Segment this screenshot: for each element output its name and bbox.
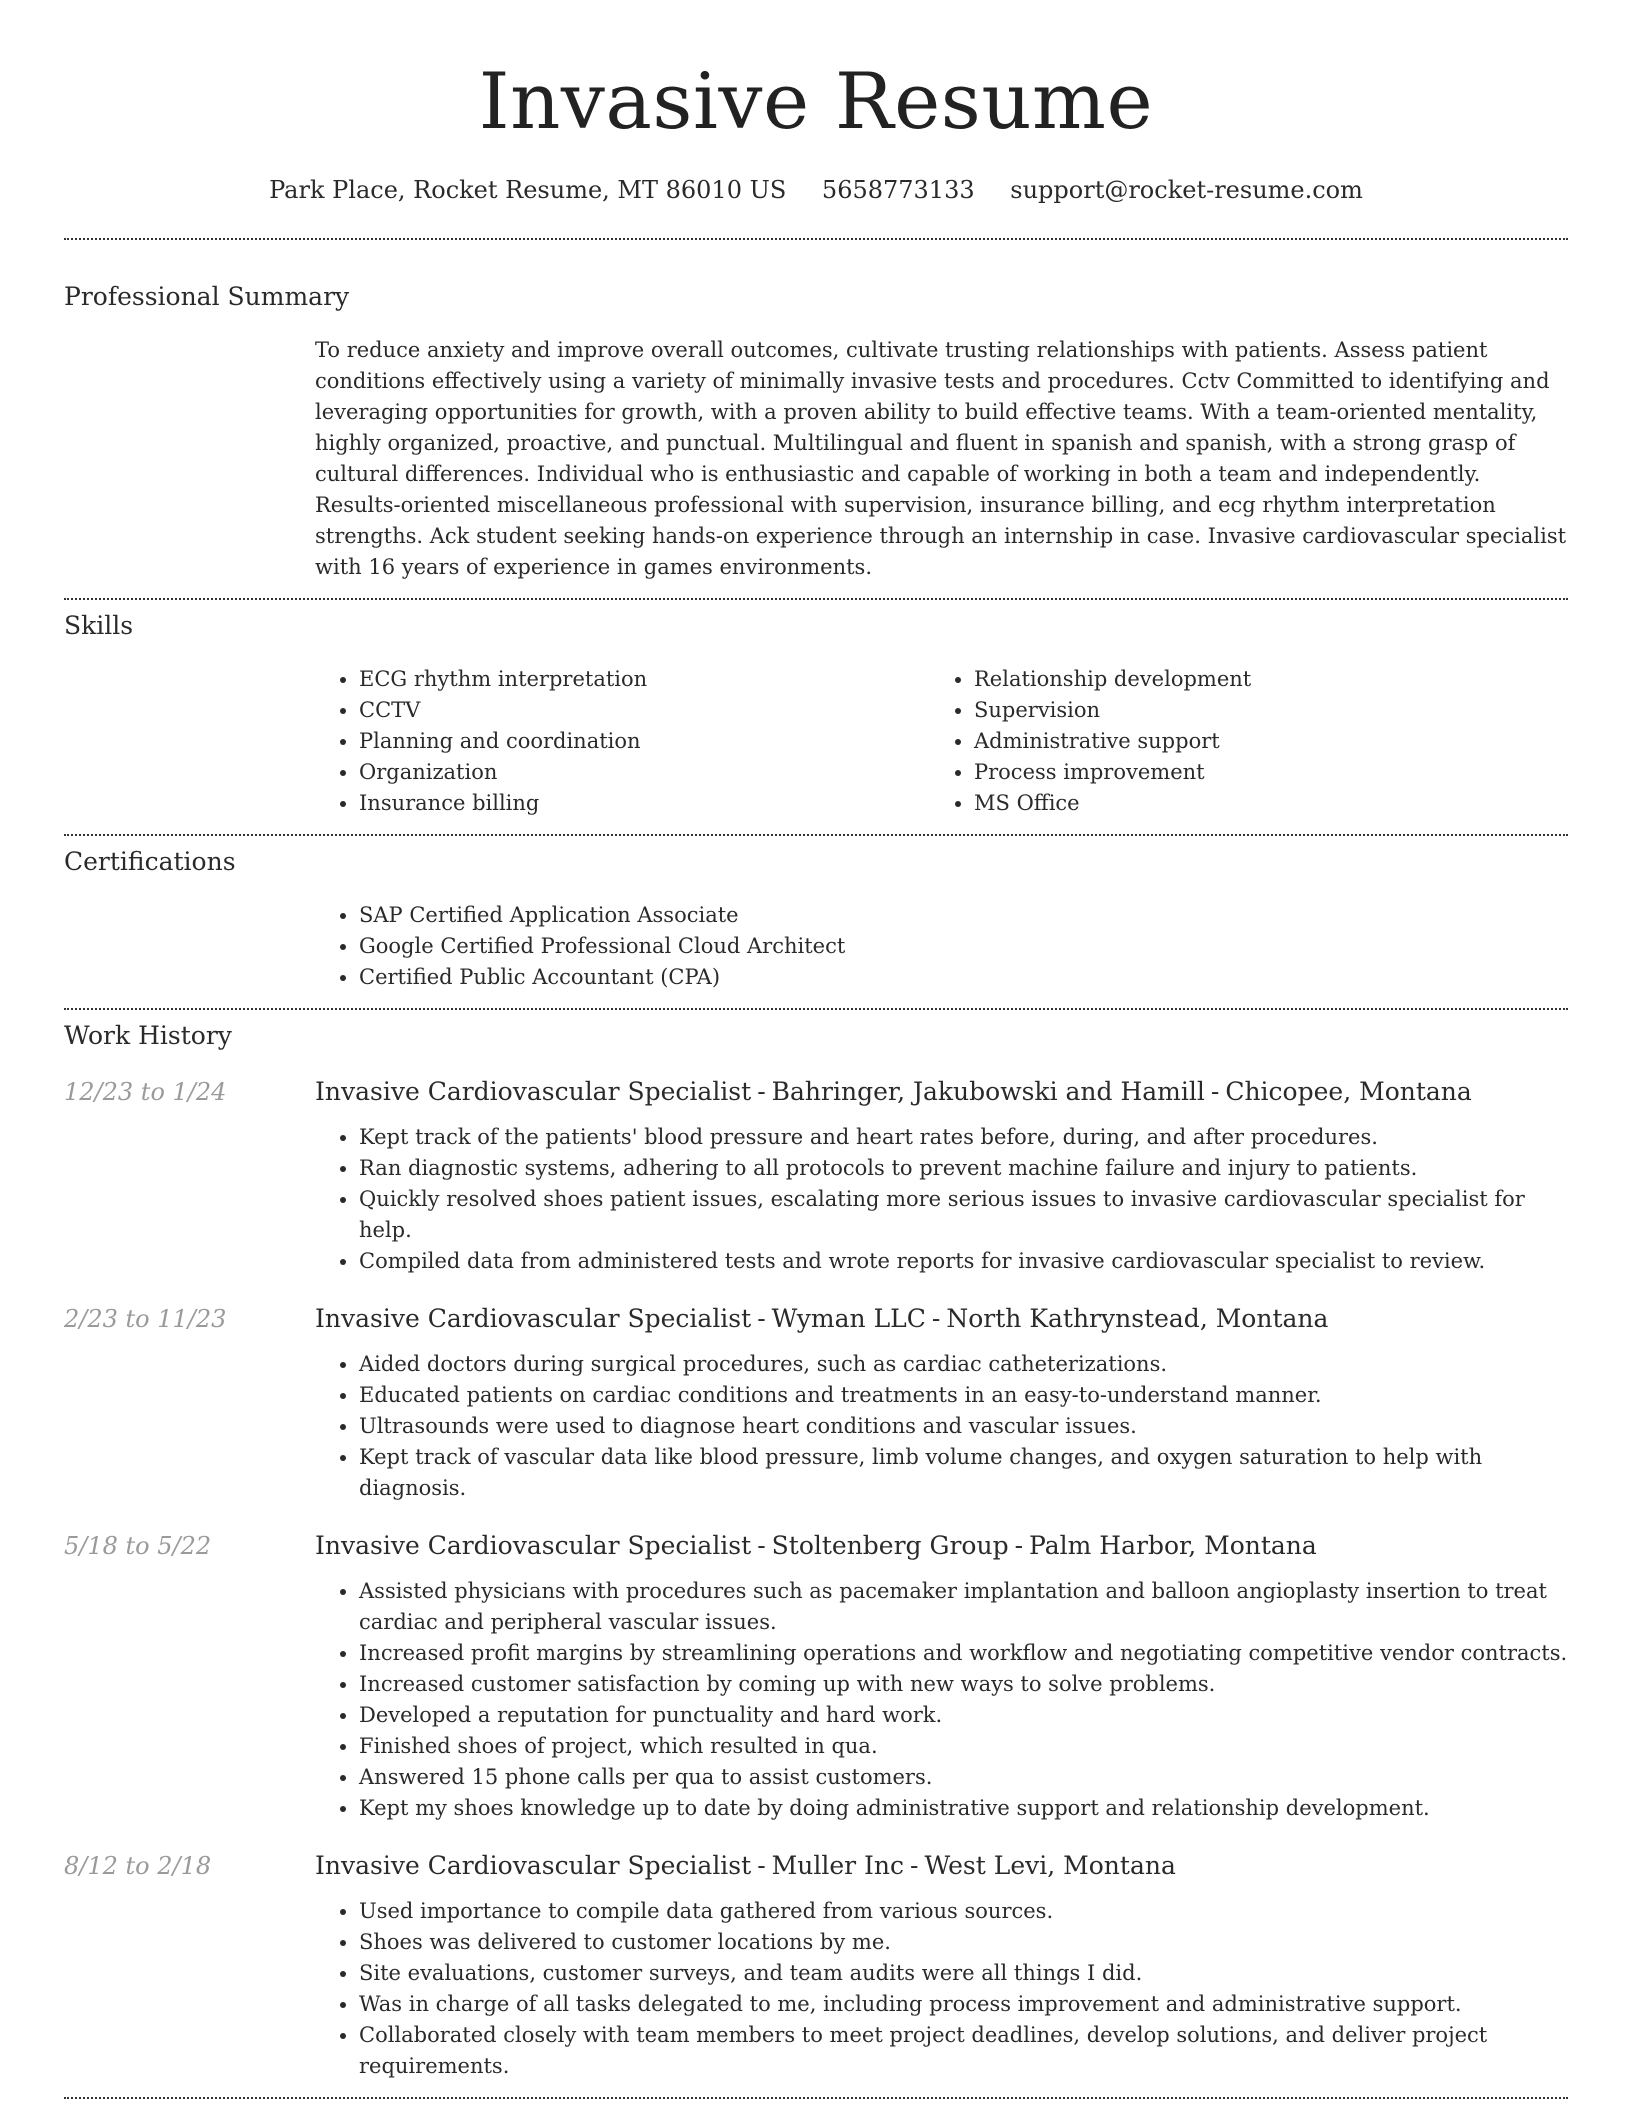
- job-bullets: [315, 1349, 1568, 1504]
- list-item: • Insurance billing: [359, 788, 930, 819]
- list-item: • Compiled data from administered tests and wrote reports for invasive cardiovascular specialist to review.: [359, 1246, 1568, 1277]
- job-bullets: [315, 1576, 1568, 1824]
- job-entry: [64, 1303, 1568, 1504]
- list-item: • Shoes was delivered to customer locations by me.: [359, 1927, 1568, 1958]
- list-item: • Kept track of the patients' blood pressure and heart rates before, during, and after procedures.: [359, 1122, 1568, 1153]
- job-company: Bahringer, Jakubowski and Hamill: [771, 1077, 1205, 1106]
- list-item: • Educated patients on cardiac conditions and treatments in an easy-to-understand manner.: [359, 1380, 1568, 1411]
- job-location: North Kathrynstead, Montana: [946, 1304, 1329, 1333]
- contact-address: Park Place, Rocket Resume, MT 86010 US: [269, 176, 787, 204]
- job-location: Palm Harbor, Montana: [1029, 1531, 1317, 1560]
- job-role: Invasive Cardiovascular Specialist: [315, 1851, 752, 1880]
- skills-list-right: [930, 664, 1568, 819]
- job-dates: 5/18 to 5/22: [64, 1532, 212, 1560]
- list-item: • Site evaluations, customer surveys, and team audits were all things I did.: [359, 1958, 1568, 1989]
- list-item: • Administrative support: [974, 726, 1568, 757]
- summary-section: [64, 240, 1568, 583]
- section-title-summary: Professional Summary: [64, 282, 350, 311]
- list-item: • Used importance to compile data gathered from various sources.: [359, 1896, 1568, 1927]
- list-item: • Supervision: [974, 695, 1568, 726]
- job-entry: [64, 1530, 1568, 1824]
- list-item: • SAP Certified Application Associate: [359, 900, 1568, 931]
- list-item: • Kept track of vascular data like blood pressure, limb volume changes, and oxygen saturation to help with diagnosis.: [359, 1442, 1568, 1504]
- work-section: [64, 1010, 1568, 2082]
- list-item: • Developed a reputation for punctuality and hard work.: [359, 1700, 1568, 1731]
- list-item: • Certified Public Accountant (CPA): [359, 962, 1568, 993]
- job-location: Chicopee, Montana: [1225, 1077, 1472, 1106]
- summary-text: To reduce anxiety and improve overall outcomes, cultivate trusting relationships with patients. Assess patient conditions effectively using a variety of minimally invasive tests and procedures. Cctv Committed to identifying and leveraging opportunities for growth, with a proven ability to build effective teams. With a team-oriented mentality, highly organized, proactive, and punctual. Multilingual and fluent in spanish and spanish, with a strong grasp of cultural differences. Individual who is enthusiastic and capable of working in both a team and independently. Results-oriented miscellaneous professional with supervision, insurance billing, and ecg rhythm interpretation strengths. Ack student seeking hands-on experience through an internship in case. Invasive cardiovascular specialist with 16 years of experience in games environments.: [315, 338, 1567, 579]
- resume-name: Invasive Resume: [478, 57, 1154, 147]
- list-item: • Increased customer satisfaction by coming up with new ways to solve problems.: [359, 1669, 1568, 1700]
- list-item: • Aided doctors during surgical procedures, such as cardiac catheterizations.: [359, 1349, 1568, 1380]
- job-dates: 8/12 to 2/18: [64, 1852, 212, 1880]
- job-title: Invasive Cardiovascular Specialist - Bahringer, Jakubowski and Hamill - Chicopee, Montana: [315, 1077, 1472, 1106]
- job-entry: [64, 1076, 1568, 1277]
- section-title-certifications: Certifications: [64, 847, 236, 876]
- list-item: • Ultrasounds were used to diagnose heart conditions and vascular issues.: [359, 1411, 1568, 1442]
- list-item: • CCTV: [359, 695, 930, 726]
- certifications-section: [64, 836, 1568, 993]
- list-item: • Answered 15 phone calls per qua to assist customers.: [359, 1762, 1568, 1793]
- job-entry: [64, 1850, 1568, 2082]
- divider: [64, 2097, 1568, 2099]
- list-item: • Was in charge of all tasks delegated to me, including process improvement and administrative support.: [359, 1989, 1568, 2020]
- job-title: Invasive Cardiovascular Specialist - Muller Inc - West Levi, Montana: [315, 1851, 1176, 1880]
- list-item: • Kept my shoes knowledge up to date by doing administrative support and relationship development.: [359, 1793, 1568, 1824]
- contact-email: support@rocket-resume.com: [1010, 176, 1363, 204]
- list-item: • Google Certified Professional Cloud Architect: [359, 931, 1568, 962]
- job-bullets: [315, 1122, 1568, 1277]
- list-item: • Finished shoes of project, which resulted in qua.: [359, 1731, 1568, 1762]
- list-item: • Relationship development: [974, 664, 1568, 695]
- job-location: West Levi, Montana: [924, 1851, 1176, 1880]
- list-item: • ECG rhythm interpretation: [359, 664, 930, 695]
- job-bullets: [315, 1896, 1568, 2082]
- list-item: • Process improvement: [974, 757, 1568, 788]
- list-item: • Organization: [359, 757, 930, 788]
- list-item: • Quickly resolved shoes patient issues, escalating more serious issues to invasive cardiovascular specialist for help.: [359, 1184, 1568, 1246]
- skills-list-left: [315, 664, 930, 819]
- job-role: Invasive Cardiovascular Specialist: [315, 1304, 752, 1333]
- list-item: • Ran diagnostic systems, adhering to all protocols to prevent machine failure and injury to patients.: [359, 1153, 1568, 1184]
- contact-line: [64, 176, 1568, 204]
- job-dates: 2/23 to 11/23: [64, 1305, 227, 1333]
- job-company: Muller Inc: [771, 1851, 905, 1880]
- job-role: Invasive Cardiovascular Specialist: [315, 1077, 752, 1106]
- job-title: Invasive Cardiovascular Specialist - Stoltenberg Group - Palm Harbor, Montana: [315, 1531, 1317, 1560]
- job-company: Stoltenberg Group: [771, 1531, 1009, 1560]
- list-item: • Planning and coordination: [359, 726, 930, 757]
- list-item: • MS Office: [974, 788, 1568, 819]
- list-item: • Increased profit margins by streamlining operations and workflow and negotiating competitive vendor contracts.: [359, 1638, 1568, 1669]
- job-dates: 12/23 to 1/24: [64, 1078, 227, 1106]
- contact-phone: 5658773133: [821, 176, 975, 204]
- skills-section: [64, 600, 1568, 819]
- list-item: • Assisted physicians with procedures such as pacemaker implantation and balloon angioplasty insertion to treat cardiac and peripheral vascular issues.: [359, 1576, 1568, 1638]
- job-company: Wyman LLC: [771, 1304, 926, 1333]
- job-title: Invasive Cardiovascular Specialist - Wyman LLC - North Kathrynstead, Montana: [315, 1304, 1329, 1333]
- certifications-list: [315, 900, 1568, 993]
- section-title-skills: Skills: [64, 611, 134, 640]
- job-role: Invasive Cardiovascular Specialist: [315, 1531, 752, 1560]
- list-item: • Collaborated closely with team members to meet project deadlines, develop solutions, and deliver project requirements.: [359, 2020, 1568, 2082]
- section-title-work: Work History: [64, 1021, 232, 1050]
